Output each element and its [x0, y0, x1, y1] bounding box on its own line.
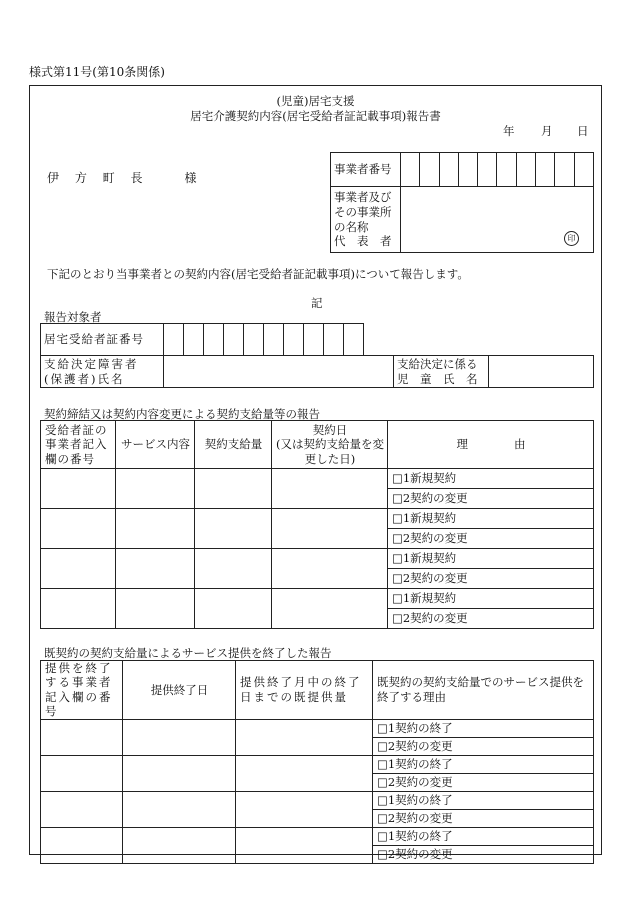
guardian-label: 支給決定障害者 (保護者)氏名 [41, 356, 164, 388]
cert-digit[interactable] [344, 324, 364, 356]
contract-table [40, 420, 594, 629]
provider-number-digit[interactable] [497, 153, 516, 187]
contract-service-field[interactable] [116, 549, 195, 589]
reason-change-checkbox[interactable]: □2契約の変更 [388, 569, 594, 589]
reason-end-contract-checkbox[interactable]: □1契約の終了 [373, 791, 594, 809]
contract-date-field[interactable] [272, 509, 388, 549]
contract-amount-field[interactable] [195, 509, 272, 549]
addressee: 伊 方 町 長 様 [47, 171, 203, 185]
contract-amount-field[interactable] [195, 549, 272, 589]
date-day: 日 [577, 124, 589, 138]
child-label: 支給決定に係る 児 童 氏 名 [394, 356, 489, 388]
cert-digit[interactable] [304, 324, 324, 356]
contract-number-field[interactable] [41, 469, 116, 509]
cert-digit[interactable] [324, 324, 344, 356]
title-line1: (児童)居宅支援 [276, 94, 355, 108]
end-table [40, 660, 594, 864]
child-name-field[interactable] [489, 356, 594, 388]
contract-header-date: 契約日 (又は契約支給量を変更した日) [272, 421, 388, 469]
cert-digit[interactable] [224, 324, 244, 356]
contract-amount-field[interactable] [195, 469, 272, 509]
contract-service-field[interactable] [116, 589, 195, 629]
reason-new-contract-checkbox[interactable]: □1新規契約 [388, 469, 594, 489]
subject-heading: 報告対象者 [44, 310, 102, 324]
reason-end-contract-checkbox[interactable]: □1契約の終了 [373, 755, 594, 773]
provider-name-label: 事業者及び その事業所 の名称 代 表 者 [331, 187, 401, 253]
provider-number-label: 事業者番号 [331, 153, 401, 187]
end-date-field[interactable] [123, 791, 236, 827]
cert-digit[interactable] [284, 324, 304, 356]
seal-mark: 印 [564, 231, 579, 246]
contract-date-field[interactable] [272, 589, 388, 629]
reason-end-contract-checkbox[interactable]: □1契約の終了 [373, 827, 594, 845]
guardian-name-field[interactable] [164, 356, 394, 388]
date-year: 年 [503, 124, 515, 138]
reason-change-checkbox[interactable]: □2契約の変更 [388, 489, 594, 509]
end-number-field[interactable] [41, 827, 123, 863]
date-month: 月 [541, 124, 553, 138]
contract-heading: 契約締結又は契約内容変更による契約支給量等の報告 [44, 407, 320, 421]
end-header-reason: 既契約の契約支給量でのサービス提供を終了する理由 [373, 661, 594, 720]
reason-end-contract-checkbox[interactable]: □1契約の終了 [373, 719, 594, 737]
end-header-number: 提供を終了する事業者記入欄の番号 [41, 661, 123, 720]
cert-digit[interactable] [244, 324, 264, 356]
reason-new-contract-checkbox[interactable]: □1新規契約 [388, 509, 594, 529]
contract-service-field[interactable] [116, 509, 195, 549]
provider-number-digit[interactable] [536, 153, 555, 187]
title-line2: 居宅介護契約内容(居宅受給者証記載事項)報告書 [190, 109, 441, 123]
end-provided-field[interactable] [236, 719, 373, 755]
contract-date-field[interactable] [272, 469, 388, 509]
form-number: 様式第11号(第10条関係) [29, 65, 165, 79]
end-number-field[interactable] [41, 755, 123, 791]
contract-header-amount: 契約支給量 [195, 421, 272, 469]
end-provided-field[interactable] [236, 791, 373, 827]
end-header-provided: 提供終了月中の終了日までの既提供量 [236, 661, 373, 720]
reason-change-checkbox[interactable]: □2契約の変更 [373, 845, 594, 863]
contract-date-field[interactable] [272, 549, 388, 589]
cert-digit[interactable] [204, 324, 224, 356]
provider-number-digit[interactable] [401, 153, 420, 187]
reason-new-contract-checkbox[interactable]: □1新規契約 [388, 549, 594, 569]
provider-number-digit[interactable] [420, 153, 439, 187]
contract-amount-field[interactable] [195, 589, 272, 629]
end-provided-field[interactable] [236, 827, 373, 863]
reason-change-checkbox[interactable]: □2契約の変更 [373, 809, 594, 827]
end-heading: 既契約の契約支給量によるサービス提供を終了した報告 [44, 646, 332, 660]
contract-number-field[interactable] [41, 589, 116, 629]
ki-mark: 記 [311, 296, 323, 310]
provider-number-digit[interactable] [458, 153, 477, 187]
provider-number-digit[interactable] [555, 153, 574, 187]
contract-service-field[interactable] [116, 469, 195, 509]
provider-number-digit[interactable] [478, 153, 497, 187]
end-number-field[interactable] [41, 719, 123, 755]
provider-rep-label: 代 表 者 [334, 234, 392, 249]
cert-number-label: 居宅受給者証番号 [41, 324, 164, 356]
contract-header-number: 受給者証の事業者記入欄の番号 [41, 421, 116, 469]
reason-change-checkbox[interactable]: □2契約の変更 [388, 529, 594, 549]
provider-number-digit[interactable] [574, 153, 593, 187]
provider-table [330, 152, 594, 253]
reason-new-contract-checkbox[interactable]: □1新規契約 [388, 589, 594, 609]
cert-digit[interactable] [184, 324, 204, 356]
reason-change-checkbox[interactable]: □2契約の変更 [388, 609, 594, 629]
contract-number-field[interactable] [41, 549, 116, 589]
end-date-field[interactable] [123, 719, 236, 755]
end-date-field[interactable] [123, 827, 236, 863]
end-number-field[interactable] [41, 791, 123, 827]
cert-digit[interactable] [164, 324, 184, 356]
end-header-date: 提供終了日 [123, 661, 236, 720]
contract-header-service: サービス内容 [116, 421, 195, 469]
contract-header-reason: 理 由 [388, 421, 594, 469]
end-date-field[interactable] [123, 755, 236, 791]
provider-name-field[interactable] [401, 187, 594, 253]
subject-table [40, 323, 594, 388]
cert-digit[interactable] [264, 324, 284, 356]
reason-change-checkbox[interactable]: □2契約の変更 [373, 737, 594, 755]
provider-number-digit[interactable] [439, 153, 458, 187]
contract-number-field[interactable] [41, 509, 116, 549]
reason-change-checkbox[interactable]: □2契約の変更 [373, 773, 594, 791]
intro-text: 下記のとおり当事業者との契約内容(居宅受給者証記載事項)について報告します。 [47, 267, 469, 281]
provider-number-digit[interactable] [516, 153, 535, 187]
end-provided-field[interactable] [236, 755, 373, 791]
